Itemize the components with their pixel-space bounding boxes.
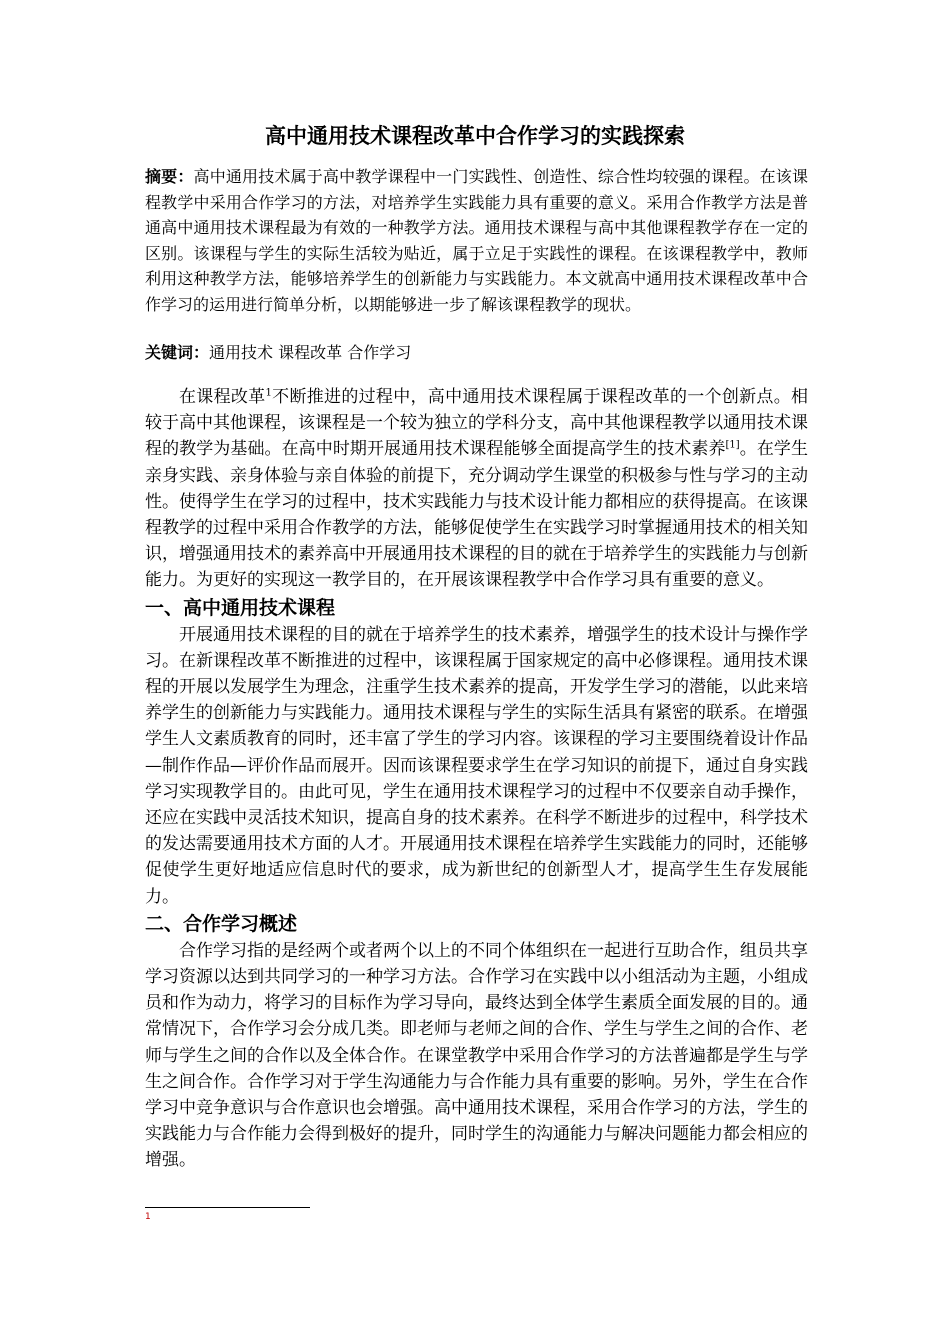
- intro-text-3: 。在学生亲身实践、亲身体验与亲自体验的前提下，充分调动学生课堂的积极参与性与学习的主动性。使得学生在学习的过程中，技术实践能力与技术设计能力都相应的获得提高。在该课程教学的过程中采用合作教学的方法，能够促使学生在实践学习时掌握通用技术的相关知识，增强通用技术的素养高中开展通用技术课程的目的就在于培养学生的实践能力与创新能力。为更好的实现这一教学目的，在开展该课程教学中合作学习具有重要的意义。: [145, 439, 809, 591]
- keywords: [145, 341, 808, 365]
- footnote-mark: 1: [145, 1212, 151, 1222]
- citation-ref: [1]: [725, 439, 740, 451]
- section-2-paragraph: 合作学习指的是经两个或者两个以上的不同个体组织在一起进行互助合作，组员共享学习资源以达到共同学习的一种学习方法。合作学习在实践中以小组活动为主题，小组成员和作为动力，将学习的目标作为学习导向，最终达到全体学生素质全面发展的目的。通常情况下，合作学习会分成几类。即老师与老师之间的合作、学生与学生之间的合作、老师与学生之间的合作以及全体合作。在课堂教学中采用合作学习的方法普遍都是学生与学生之间合作。合作学习对于学生沟通能力与合作能力具有重要的影响。另外，学生在合作学习中竞争意识与合作意识也会增强。高中通用技术课程，采用合作学习的方法，学生的实践能力与合作能力会得到极好的提升，同时学生的沟通能力与解决问题能力都会相应的增强。: [145, 940, 808, 1171]
- intro-paragraph: [145, 384, 808, 594]
- keywords-label: 关键词：: [145, 343, 210, 362]
- section-2-heading: 二、合作学习概述: [145, 912, 298, 935]
- footnote-divider: [145, 1207, 310, 1208]
- section-1-paragraph: 开展通用技术课程的目的就在于培养学生的技术素养，增强学生的技术设计与操作学习。在新课程改革不断推进的过程中，该课程属于国家规定的高中必修课程。通用技术课程的开展以发展学生为理念，注重学生技术素养的提高，开发学生学习的潜能，以此来培养学生的创新能力与实践能力。通用技术课程与学生的实际生活具有紧密的联系。在增强学生人文素质教育的同时，还丰富了学生的学习内容。该课程的学习主要围绕着设计作品—制作作品—评价作品而展开。因而该课程要求学生在学习知识的前提下，通过自身实践学习实现教学目的。由此可见，学生在通用技术课程学习的过程中不仅要亲自动手操作，还应在实践中灵活技术知识，提高自身的技术素养。在科学不断进步的过程中，科学技术的发达需要通用技术方面的人才。开展通用技术课程在培养学生实践能力的同时，还能够促使学生更好地适应信息时代的要求，成为新世纪的创新型人才，提高学生生存发展能力。: [145, 624, 808, 907]
- intro-text-2: 不断推进的过程中，高中通用技术课程属于课程改革的一个创新点。相较于高中其他课程，该课程是一个较为独立的学科分支，高中其他课程教学以通用技术课程的教学为基础。在高中时期开展通用技术课程能够全面提高学生的技术素养: [145, 387, 809, 460]
- article-body: [145, 384, 808, 1174]
- abstract-label: 摘要：: [145, 167, 194, 186]
- abstract-text: 高中通用技术属于高中教学课程中一门实践性、创造性、综合性均较强的课程。在该课程教学中采用合作学习的方法，对培养学生实践能力具有重要的意义。采用合作教学方法是普通高中通用技术课程最为有效的一种教学方法。通用技术课程与高中其他课程教学存在一定的区别。该课程与学生的实际生活较为贴近，属于立足于实践性的课程。在该课程教学中，教师利用这种教学方法，能够培养学生的创新能力与实践能力。本文就高中通用技术课程改革中合作学习的运用进行简单分析，以期能够进一步了解该课程教学的现状。: [145, 167, 808, 314]
- page-title: 高中通用技术课程改革中合作学习的实践探索: [265, 124, 685, 148]
- keywords-text: 通用技术 课程改革 合作学习: [209, 343, 412, 362]
- intro-text-1: 在课程改革: [179, 387, 266, 407]
- abstract: [145, 164, 808, 317]
- footnote-ref: 1: [265, 387, 272, 399]
- section-1-heading: 一、高中通用技术课程: [145, 596, 336, 619]
